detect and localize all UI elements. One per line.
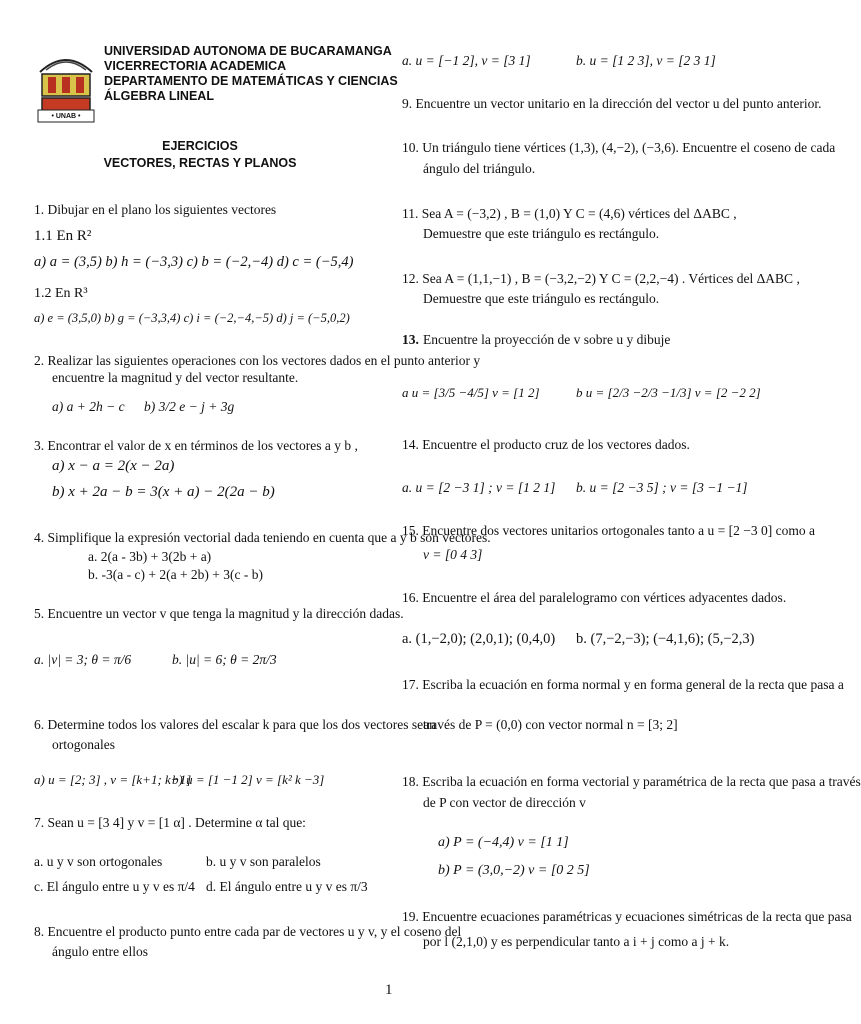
exercise-8b: b. u = [1 2 3], v = [2 3 1] [576, 53, 716, 68]
exercise-9: 9. Encuentre un vector unitario en la dirección del vector u del punto anterior. [402, 96, 822, 111]
exercise-1-2-items: a) e = (3,5,0) b) g = (−3,3,4) c) i = (−2,−4,−5) d) j = (−5,0,2) [34, 311, 350, 325]
exercise-14b: b. u = [2 −3 5] ; v = [3 −1 −1] [576, 480, 748, 495]
exercise-18b: b) P = (3,0,−2) v = [0 2 5] [438, 863, 590, 878]
exercise-6a: a) u = [2; 3] , v = [k+1; k−1] [34, 772, 192, 787]
exercise-3a: a) x − a = 2(x − 2a) [52, 458, 175, 474]
logo-caption: • UNAB • [51, 113, 81, 120]
exercise-5b: b. |u| = 6; θ = 2π/3 [172, 652, 277, 667]
exercise-6-line2: ortogonales [52, 737, 115, 752]
exercise-12-line1: 12. Sea A = (1,1,−1) , B = (−3,2,−2) Y C = (2,2,−4) . Vértices del ΔABC , [402, 271, 800, 286]
exercise-1-2: 1.2 En R³ [34, 286, 88, 301]
exercise-11-line2: Demuestre que este triángulo es rectángulo. [423, 226, 660, 241]
exercise-7: 7. Sean u = [3 4] y v = [1 α] . Determine α tal que: [34, 815, 306, 830]
exercise-16a: a. (1,−2,0); (2,0,1); (0,4,0) [402, 631, 556, 647]
exercise-16: 16. Encuentre el área del paralelogramo con vértices adyacentes dados. [402, 590, 787, 605]
exercise-5a: a. |v| = 3; θ = π/6 [34, 652, 132, 667]
exercise-2b: b) 3/2 e − j + 3g [144, 399, 235, 414]
exercise-6b: b) u = [1 −1 2] v = [k² k −3] [172, 772, 325, 787]
exercise-13: Encuentre la proyección de v sobre u y dibuje [423, 332, 671, 347]
header-vicerrectoria: VICERRECTORIA ACADEMICA [104, 59, 287, 73]
title-line2: VECTORES, RECTAS Y PLANOS [103, 156, 297, 170]
exercise-10-line2: ángulo del triángulo. [423, 161, 536, 176]
exercise-3b: b) x + 2a − b = 3(x + a) − 2(2a − b) [52, 484, 275, 500]
exercise-5: 5. Encuentre un vector v que tenga la magnitud y la dirección dadas. [34, 606, 404, 621]
exercise-15-line1: 15. Encuentre dos vectores unitarios ortogonales tanto a u = [2 −3 0] como a [402, 523, 815, 538]
exercise-8-line1: 8. Encuentre el producto punto entre cada par de vectores u y v, y el coseno del [34, 924, 462, 939]
header-course: ÁLGEBRA LINEAL [104, 89, 214, 103]
exercise-7d: d. El ángulo entre u y v es π/3 [206, 879, 368, 894]
exercise-18a: a) P = (−4,4) v = [1 1] [438, 835, 569, 850]
exercise-3: 3. Encontrar el valor de x en términos de los vectores a y b , [34, 438, 358, 453]
exercise-17-line1: 17. Escriba la ecuación en forma normal y en forma general de la recta que pasa a [402, 677, 844, 692]
exercise-12-line2: Demuestre que este triángulo es rectángulo. [423, 291, 660, 306]
exercise-4b: b. -3(a - c) + 2(a + 2b) + 3(c - b) [88, 567, 264, 582]
exercise-16b: b. (7,−2,−3); (−4,1,6); (5,−2,3) [576, 631, 755, 647]
header-university: UNIVERSIDAD AUTONOMA DE BUCARAMANGA [104, 44, 392, 58]
exercise-6-line1: 6. Determine todos los valores del escalar k para que los dos vectores sean [34, 717, 436, 732]
exercise-13b: b u = [2/3 −2/3 −1/3] v = [2 −2 2] [576, 385, 761, 400]
header-department: DEPARTAMENTO DE MATEMÁTICAS Y CIENCIAS [104, 74, 398, 88]
exercise-1-1: 1.1 En R² [34, 228, 92, 244]
exercise-1-1-items: a) a = (3,5) b) h = (−3,3) c) b = (−2,−4) d) c = (−5,4) [34, 254, 354, 270]
exercise-2a: a) a + 2h − c [52, 399, 125, 414]
title-line1: EJERCICIOS [162, 139, 238, 153]
exercise-8-line2: ángulo entre ellos [52, 944, 148, 959]
exercise-7a: a. u y v son ortogonales [34, 854, 163, 869]
exercise-14a: a. u = [2 −3 1] ; v = [1 2 1] [402, 480, 556, 495]
exercise-13-number: 13. [402, 332, 419, 347]
exercise-17-line2: través de P = (0,0) con vector normal n = [3; 2] [423, 717, 678, 732]
exercise-13a: a u = [3/5 −4/5] v = [1 2] [402, 385, 540, 400]
exercise-7c: c. El ángulo entre u y v es π/4 [34, 879, 195, 894]
exercise-14: 14. Encuentre el producto cruz de los vectores dados. [402, 437, 690, 452]
exercise-15-line2: v = [0 4 3] [423, 547, 483, 562]
exercise-1: 1. Dibujar en el plano los siguientes vectores [34, 202, 277, 217]
page-number: 1 [385, 982, 393, 998]
exercise-11-line1: 11. Sea A = (−3,2) , B = (1,0) Y C = (4,6) vértices del ΔABC , [402, 206, 737, 221]
exercise-7b: b. u y v son paralelos [206, 854, 321, 869]
exercise-10-line1: 10. Un triángulo tiene vértices (1,3), (4,−2), (−3,6). Encuentre el coseno de cada [402, 140, 836, 155]
exercise-18-line1: 18. Escriba la ecuación en forma vectorial y paramétrica de la recta que pasa a través [402, 774, 861, 789]
exercise-18-line2: de P con vector de dirección v [423, 795, 586, 810]
exercise-4: 4. Simplifique la expresión vectorial dada teniendo en cuenta que a y b son vectores. [34, 530, 491, 545]
exercise-2-line1: 2. Realizar las siguientes operaciones con los vectores dados en el punto anterior y [34, 353, 481, 368]
exercise-4a: a. 2(a - 3b) + 3(2b + a) [88, 549, 212, 564]
exercise-19-line1: 19. Encuentre ecuaciones paramétricas y ecuaciones simétricas de la recta que pasa [402, 909, 852, 924]
exercise-8a: a. u = [−1 2], v = [3 1] [402, 53, 531, 68]
exercise-2-line2: encuentre la magnitud y del vector resultante. [52, 370, 299, 385]
exercise-19-line2: por l (2,1,0) y es perpendicular tanto a i + j como a j + k. [423, 934, 730, 949]
